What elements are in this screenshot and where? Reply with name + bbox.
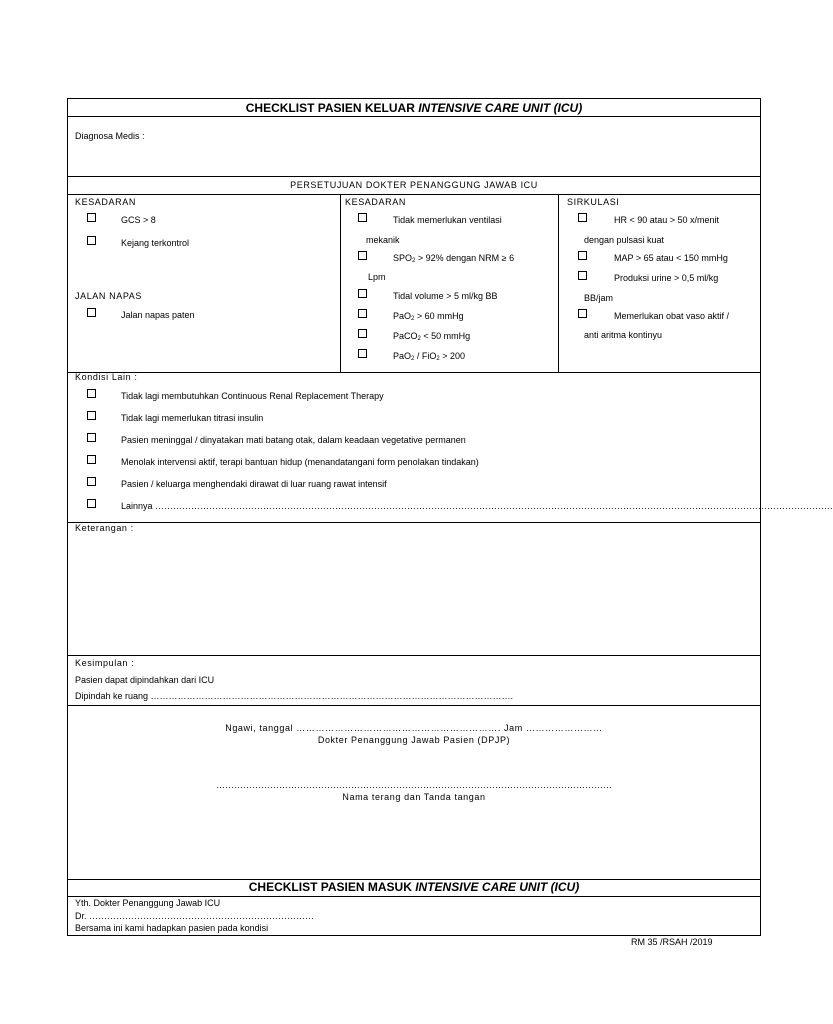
label-spo2-cont: Lpm bbox=[368, 272, 386, 282]
checkbox-kejang[interactable] bbox=[87, 236, 96, 245]
checkbox-vasoaktif[interactable] bbox=[578, 309, 587, 318]
label-urine: Produksi urine > 0,5 ml/kg bbox=[614, 273, 719, 283]
kesimpulan-line2: Dipindah ke ruang …………………………………………………………………………………………………………. bbox=[75, 691, 514, 701]
entry-line1: Yth. Dokter Penanggung Jawab ICU bbox=[75, 898, 221, 908]
exit-checklist-title: CHECKLIST PASIEN KELUAR INTENSIVE CARE UNIT (ICU) bbox=[245, 101, 583, 115]
label-meninggal: Pasien meninggal / dinyatakan mati batang otak, dalam keadaan vegetative permanen bbox=[121, 435, 466, 445]
checkbox-tidal-volume[interactable] bbox=[358, 289, 367, 298]
label-spo2: $SPO_2 > 92\%$ dengan NRM ≥ 6 bbox=[393, 253, 515, 264]
kesimpulan-label: Kesimpulan : bbox=[75, 658, 135, 668]
label-vasoaktif: Memerlukan obat vaso aktif / bbox=[614, 311, 730, 321]
checkbox-urine[interactable] bbox=[578, 271, 587, 280]
label-menolak: Menolak intervensi aktif, terapi bantuan hidup (menandatangani form penolakan tindakan) bbox=[121, 457, 479, 467]
label-vasoaktif-cont: anti aritma kontinyu bbox=[584, 330, 663, 340]
signature-dots: …………………………………………………………………………………………………………………… bbox=[216, 780, 612, 790]
col1-heading-kesadaran: KESADARAN bbox=[75, 197, 136, 207]
label-ventilasi: Tidak memerlukan ventilasi bbox=[393, 215, 502, 225]
kesimpulan-line1: Pasien dapat dipindahkan dari ICU bbox=[75, 675, 215, 685]
checkbox-hr[interactable] bbox=[578, 213, 587, 222]
signature-name-label: Nama terang dan Tanda tangan bbox=[342, 792, 486, 802]
kondisi-lain-label: Kondisi Lain : bbox=[75, 372, 138, 382]
checkbox-menolak[interactable] bbox=[87, 455, 96, 464]
checkbox-pao2[interactable] bbox=[358, 309, 367, 318]
label-dirawat-luar: Pasien / keluarga menghendaki dirawat di luar ruang rawat intensif bbox=[121, 479, 387, 489]
approval-heading: PERSETUJUAN DOKTER PENANGGUNG JAWAB ICU bbox=[290, 180, 538, 190]
checkbox-paco2[interactable] bbox=[358, 329, 367, 338]
col1-heading-jalan-napas: JALAN NAPAS bbox=[75, 291, 142, 301]
checkbox-insulin[interactable] bbox=[87, 411, 96, 420]
label-paco2: PaCO$_2$ < 50 mmHg bbox=[393, 331, 471, 342]
checkbox-pao2-fio2[interactable] bbox=[358, 349, 367, 358]
label-gcs: GCS > 8 bbox=[121, 215, 156, 225]
checkbox-gcs[interactable] bbox=[87, 213, 96, 222]
label-ventilasi-cont: mekanik bbox=[366, 235, 400, 245]
checkbox-ventilasi[interactable] bbox=[358, 213, 367, 222]
checkbox-spo2[interactable] bbox=[358, 251, 367, 260]
checkbox-dirawat-luar[interactable] bbox=[87, 477, 96, 486]
checkbox-lainnya[interactable] bbox=[87, 499, 96, 508]
label-tidal-volume: Tidal volume > 5 ml/kg BB bbox=[393, 291, 498, 301]
keterangan-label: Keterangan : bbox=[75, 523, 134, 533]
label-kejang: Kejang terkontrol bbox=[121, 238, 190, 248]
label-lainnya: Lainnya ………………………………………………………………………………………………………………………………………………………………………………………………………. bbox=[121, 501, 833, 511]
checkbox-jalan-napas[interactable] bbox=[87, 308, 96, 317]
label-hr-cont: dengan pulsasi kuat bbox=[584, 235, 665, 245]
label-pao2-fio2: PaO$_2$ / FiO$_2$ > 200 bbox=[393, 351, 465, 362]
label-hr: HR < 90 atau > 50 x/menit bbox=[614, 215, 720, 225]
diagnosa-label: Diagnosa Medis : bbox=[75, 131, 145, 141]
entry-line3: Bersama ini kami hadapkan pasien pada kondisi bbox=[75, 923, 269, 933]
label-jalan-napas: Jalan napas paten bbox=[121, 310, 195, 320]
checkbox-crrt[interactable] bbox=[87, 389, 96, 398]
checkbox-meninggal[interactable] bbox=[87, 433, 96, 442]
col2-heading-kesadaran: KESADARAN bbox=[345, 197, 406, 207]
signature-place-date: Ngawi, tanggal ………………………………………………………. Jam …………………… bbox=[225, 723, 603, 733]
col3-heading-sirkulasi: SIRKULASI bbox=[567, 197, 620, 207]
entry-checklist-title: CHECKLIST PASIEN MASUK INTENSIVE CARE UNIT (ICU) bbox=[248, 880, 580, 894]
label-pao2: PaO$_2$ > 60 mmHg bbox=[393, 311, 464, 322]
label-urine-cont: BB/jam bbox=[584, 293, 614, 303]
form-code: RM 35 /RSAH /2019 bbox=[631, 937, 713, 947]
icu-checklist-form bbox=[67, 98, 833, 936]
label-insulin: Tidak lagi memerlukan titrasi insulin bbox=[121, 413, 264, 423]
label-map: MAP > 65 atau < 150 mmHg bbox=[614, 253, 728, 263]
signature-role: Dokter Penanggung Jawab Pasien (DPJP) bbox=[317, 735, 511, 745]
checkbox-map[interactable] bbox=[578, 251, 587, 260]
label-crrt: Tidak lagi membutuhkan Continuous Renal Replacement Therapy bbox=[121, 391, 384, 401]
entry-line2: Dr. ………………………………………………………………… bbox=[75, 911, 315, 921]
